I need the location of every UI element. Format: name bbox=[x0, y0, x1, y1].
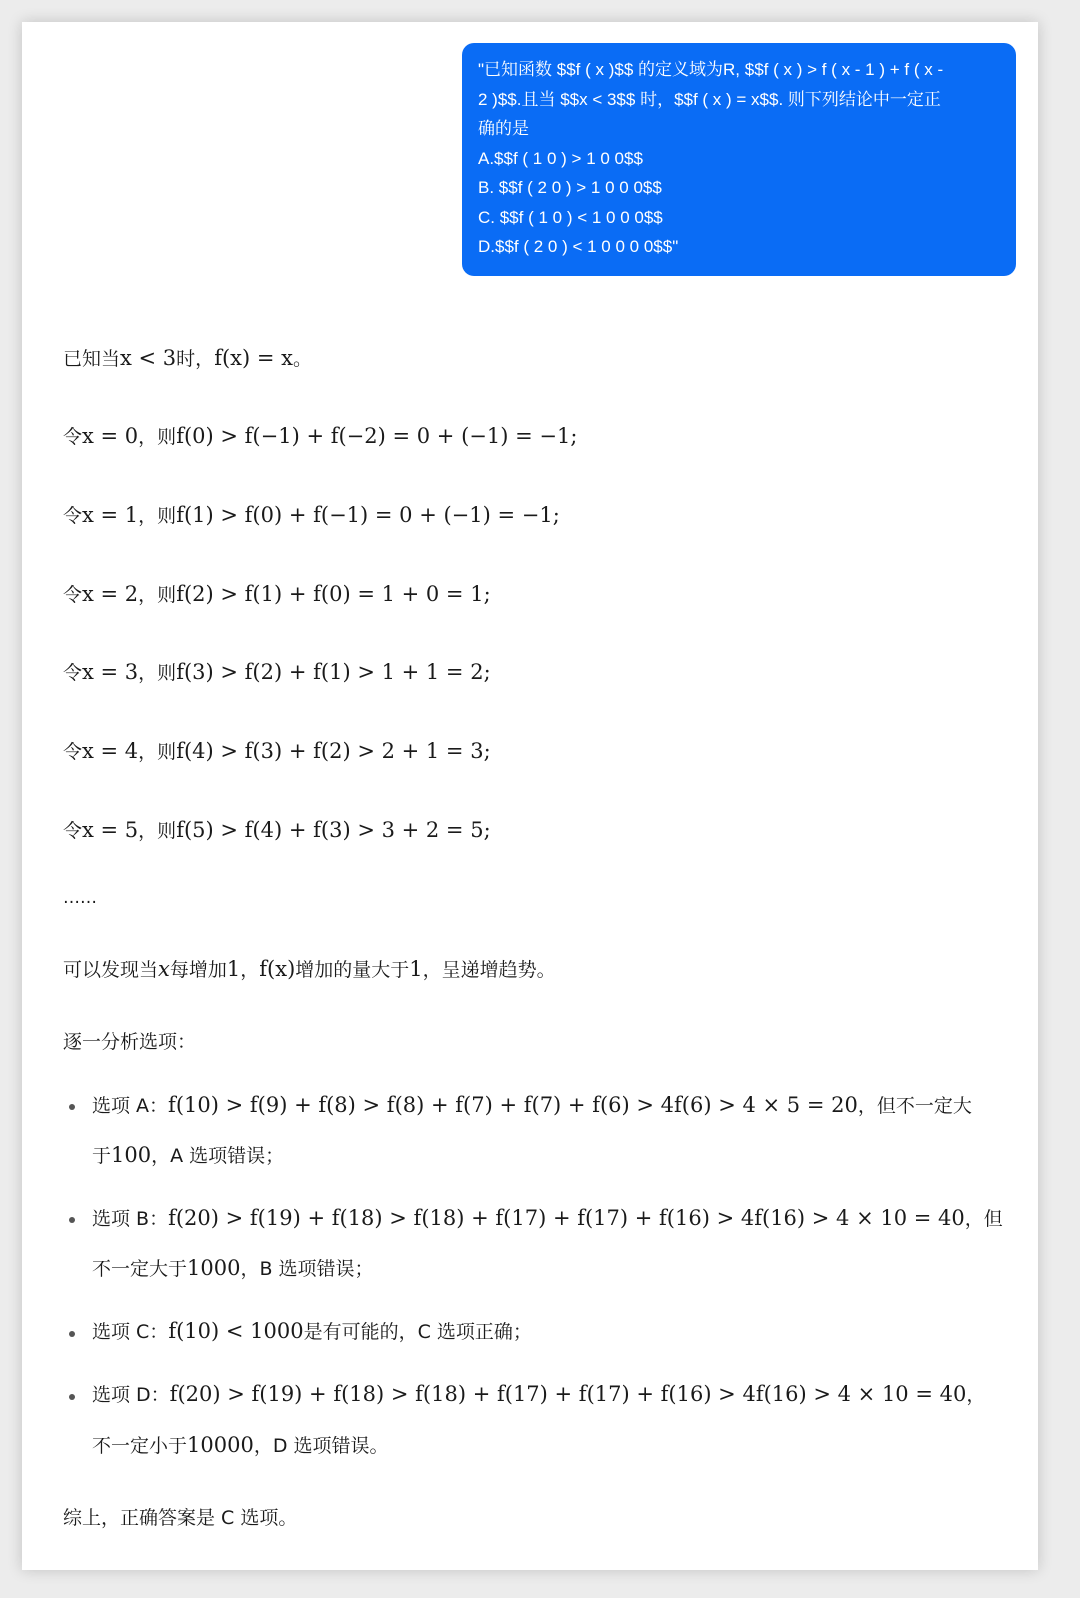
user-message-line: 确的是 bbox=[478, 119, 529, 138]
answer-step: 令x = 5，则f(5) > f(4) + f(3) > 3 + 2 = 5; bbox=[63, 818, 491, 842]
bullet-dot bbox=[69, 1394, 75, 1400]
option-c-line1: 选项 C：f(10) < 1000是有可能的，C 选项正确； bbox=[92, 1319, 532, 1343]
analyze-heading: 逐一分析选项： bbox=[63, 1031, 197, 1053]
answer-step: 令x = 3，则f(3) > f(2) + f(1) > 1 + 1 = 2; bbox=[63, 660, 491, 684]
answer-step: 令x = 2，则f(2) > f(1) + f(0) = 1 + 0 = 1; bbox=[63, 582, 491, 606]
option-b-line1: 选项 B：f(20) > f(19) + f(18) > f(18) + f(17) + f(17) + f(16) > 4f(16) > 4 × 10 = 40，但 bbox=[92, 1206, 1003, 1230]
answer-step: 令x = 1，则f(1) > f(0) + f(−1) = 0 + (−1) = −1; bbox=[63, 503, 560, 527]
user-message-line: D.$$f ( 2 0 ) < 1 0 0 0 0$$" bbox=[478, 237, 679, 256]
chat-panel bbox=[22, 22, 1038, 1570]
answer-step: 令x = 0，则f(0) > f(−1) + f(−2) = 0 + (−1) = −1; bbox=[63, 424, 578, 448]
user-message-line: 2 )$$.且当 $$x < 3$$ 时，$$f ( x ) = x$$. 则下列结论中一定正 bbox=[478, 89, 941, 109]
bullet-dot bbox=[69, 1104, 75, 1110]
user-message-line: "已知函数 $$f ( x )$$ 的定义域为R, $$f ( x ) > f ( x - 1 ) + f ( x - bbox=[478, 60, 944, 79]
option-d-line1: 选项 D：f(20) > f(19) + f(18) > f(18) + f(17) + f(17) + f(16) > 4f(16) > 4 × 10 = 40， bbox=[92, 1382, 986, 1406]
answer-step: 令x = 4，则f(4) > f(3) + f(2) > 2 + 1 = 3; bbox=[63, 739, 491, 763]
option-b-line2: 不一定大于1000，B 选项错误； bbox=[92, 1256, 374, 1280]
user-message-bubble bbox=[462, 43, 1016, 276]
bullet-dot bbox=[69, 1331, 75, 1337]
answer-given: 已知当x < 3时，f(x) = x。 bbox=[63, 346, 312, 370]
user-message-line: C. $$f ( 1 0 ) < 1 0 0 0$$ bbox=[478, 207, 663, 227]
user-message-line: B. $$f ( 2 0 ) > 1 0 0 0$$ bbox=[478, 178, 662, 197]
option-d-line2: 不一定小于10000，D 选项错误。 bbox=[92, 1433, 389, 1457]
answer-trend: 可以发现当x每增加1，f(x)增加的量大于1，呈递增趋势。 bbox=[63, 957, 556, 981]
conclusion: 综上，正确答案是 C 选项。 bbox=[63, 1507, 298, 1529]
ellipsis: …… bbox=[63, 888, 97, 908]
bullet-dot bbox=[69, 1217, 75, 1223]
user-message-line: A.$$f ( 1 0 ) > 1 0 0$$ bbox=[478, 148, 643, 168]
option-a-line2: 于100，A 选项错误； bbox=[92, 1143, 285, 1167]
option-a-line1: 选项 A：f(10) > f(9) + f(8) > f(8) + f(7) + f(7) + f(6) > 4f(6) > 4 × 5 = 20，但不一定大 bbox=[92, 1093, 972, 1117]
